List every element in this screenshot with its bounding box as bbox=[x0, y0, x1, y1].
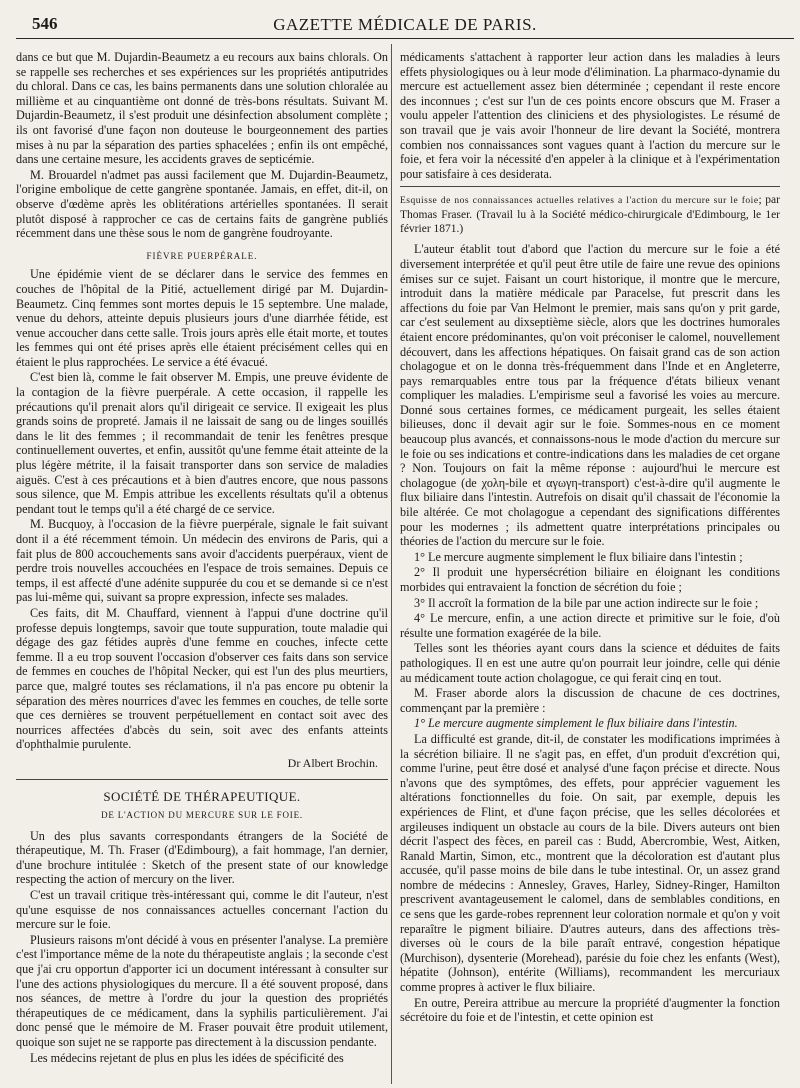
divider-rule bbox=[16, 779, 388, 780]
paragraph: C'est bien là, comme le fait observer M. Empis, une preuve évidente de la contagion de la fièvre puerpérale. A cette occasion, il rappelle les précautions qu'il prenait alors qu'il dirigeait ce service. Il exigeait les plus grands soins de propreté. Jamais il ne laissait de sang ou de linges souillés dans le lit des femmes ; il recommandait de tenir les fenêtres presque continuellement ouvertes, et enfin, aussitôt qu'une femme était atteinte de la plus légère métrite, il la faisait transporter dans son service de maladies aiguës. C'est à ces précautions et à bien d'autres encore, que nous passons sous silence, que M. Empis attribue les excellents résultats qu'il a obtenus pendant tout le temps qu'il a été chargé de ce service. bbox=[16, 370, 388, 516]
article-title-rest: ; par Thomas Fraser. (Travail lu à la Société médico-chirurgicale d'Edimbourg, le 1er février 1871.) bbox=[400, 194, 780, 236]
article-title bbox=[400, 193, 780, 236]
author-signature: Dr Albert Brochin. bbox=[287, 755, 378, 770]
article-title-smallcaps: Esquisse de nos connaissances actuelles relatives a l'action du mercure sur le foie bbox=[400, 196, 759, 207]
paragraph: Un des plus savants correspondants étrangers de la Société de thérapeutique, M. Th. Fraser (d'Edimbourg), a fait hommage, l'an dernier, d'une brochure intitulée : Sketch of the present state of our knowledge respecting the action of mercury on the liver. bbox=[16, 828, 388, 887]
left-column bbox=[16, 50, 388, 1080]
paragraph: médicaments s'attachent à rapporter leur action dans les maladies à leurs effets physiologiques ou à leur mode d'élimination. La pharmaco-dynamie du mercure est actuellement assez bien déterminée ; cependant il reste encore des inconnues ; c'est sur l'un de ces points encore obscurs que M. Fraser a voulu appeler l'attention des cliniciens et des physiologistes. Le résumé de son travail que je vais avoir l'honneur de lire devant la Société, montrera combien nos connaissances sont vagues quant à l'action du mercure sur le foie, et fera voir la nécessité d'en appeler à la clinique et à l'expérimentation pour satisfaire à ces desiderata. bbox=[400, 50, 780, 181]
list-item: 2° Il produit une hypersécrétion biliaire en éloignant les conditions morbides qui entravaient la fonction de sécrétion du foie ; bbox=[400, 565, 780, 594]
paragraph: C'est un travail critique très-intéressant qui, comme le dit l'auteur, n'est qu'une esquisse de nos connaissances actuelles concernant l'action du mercure sur le foie. bbox=[16, 888, 388, 932]
paragraph: Les médecins rejetant de plus en plus les idées de spécificité des bbox=[30, 1050, 344, 1065]
page-header bbox=[16, 14, 794, 39]
journal-title: GAZETTE MÉDICALE DE PARIS. bbox=[273, 15, 537, 34]
divider-rule bbox=[400, 186, 780, 187]
section-subheading: DE L'ACTION DU MERCURE SUR LE FOIE. bbox=[101, 810, 303, 821]
paragraph: Ces faits, dit M. Chauffard, viennent à l'appui d'une doctrine qu'il professe depuis longtemps, savoir que toute suppuration, toute maladie qui dégage des gaz fétides auprès d'une femme en couches, infecte cette femme. Il a eu trop souvent l'occasion d'observer ces faits dans son service de femmes en couches de l'hôpital Necker, qui est l'un des plus meurtiers, parce que, malgré toutes ses réclamations, il n'a pas encore pu obtenir la séparation des mères nourrices d'avec les femmes en couches, de telle sorte que ces dernières se trouvent perpétuellement en contact soit avec des nourrices affectées d'abcès du sein, soit avec des enfants atteints d'ophthalmie purulente. bbox=[16, 605, 388, 752]
page-number: 546 bbox=[32, 14, 58, 33]
list-item: 3° Il accroît la formation de la bile par une action indirecte sur le foie ; bbox=[414, 595, 759, 610]
section-heading-societe: SOCIÉTÉ DE THÉRAPEUTIQUE. bbox=[103, 788, 301, 804]
section-heading-fievre: FIÈVRE PUERPÉRALE. bbox=[146, 250, 258, 261]
column-divider bbox=[391, 44, 392, 1084]
paragraph: dans ce but que M. Dujardin-Beaumetz a eu recours aux bains chlorals. On se rappelle ses recherches et ses expériences sur les propriétés antiputrides du chloral. Dans ce cas, les bains permanents dans une solution chloralée au millième et au cinquantième ont donné de très-bons résultats. Suivant M. Dujardin-Beaumetz, il s'est produit une désinfection absolument complète ; ils ont favorisé d'une façon non douteuse le bourgeonnement des parties mises à nu par la séparation des parties sphacelées ; enfin ils ont empêché, dans une certaine mesure, les accidents graves de septicémie. bbox=[16, 50, 388, 167]
paragraph: En outre, Pereira attribue au mercure la propriété d'augmenter la fonction sécrétoire du foie et de l'intestin, et cette opinion est bbox=[400, 995, 780, 1025]
paragraph: M. Brouardel n'admet pas aussi facilement que M. Dujardin-Beaumetz, l'origine embolique de cette gangrène spontanée. Jamais, en effet, dit-il, on observe d'œdème après les oblitérations artérielles spontanées. Il serait plutôt disposé à rapprocher ce cas de certains faits de gangrène publiés récemment dans une thèse sous le nom de gangrène foudroyante. bbox=[16, 167, 388, 241]
paragraph: L'auteur établit tout d'abord que l'action du mercure sur le foie a été diversement interprétée et qu'il peut être utile de faire une revue des opinions émises sur ce sujet. Faisant un court historique, il montre que le mercure, introduit dans la matière médicale par Paracelse, fut prescrit dans les affections du foie par Van Helmont le premier, mais sans qu'on y prit garde, car c'est seulement au dixseptième siècle, alors que les doctrines humorales étaient encore prédominantes, qu'on voit préconiser le calomel, nouvellement découvert, dans les affections hépatiques. On faisait grand cas de son action cholagogue et on le donna très-fréquemment dans l'Inde et en Angleterre, pays remarquables entre tous par la fréquence d'états bilieux venant compliquer les maladies. L'empirisme seul a favorisé les voies au mercure. Donné sous certaines formes, ce médicament purgeait, les selles étaient bilieuses, donc il devait agir sur le foie. Sommes-nous en ce moment beaucoup plus avancés, et connaissons-nous le mode d'action du mercure sur le foie ou ses indications et contre-indications dans les maladies de cet organe ? Non. Toujours on fait la même réponse : aujourd'hui le mercure est cholagogue (de χολη-bile et αγωγη-transport) c'est-à-dire qu'il augmente le flux biliaire dans l'intestin. Autrefois on disait qu'il chassait de l'économie la bile altérée. Ce mot cholagogue a cependant des significations différentes pour les modernes ; ils admettent quatre interprétations principales ou théories de l'action du mercure sur le foie. bbox=[400, 242, 780, 549]
paragraph: M. Fraser aborde alors la discussion de chacune de ces doctrines, commençant par la première : bbox=[400, 686, 780, 715]
paragraph: Telles sont les théories ayant cours dans la science et déduites de faits pathologiques. Il en est une autre qu'on pourrait leur joindre, celle qui dénie au médicament toute action cholagogue, ce qui ferait cinq en tout. bbox=[400, 641, 780, 685]
paragraph-italic: 1° Le mercure augmente simplement le flux biliaire dans l'intestin. bbox=[414, 716, 738, 731]
paragraph: M. Bucquoy, à l'occasion de la fièvre puerpérale, signale le fait suivant dont il a été récemment témoin. Un médecin des environs de Paris, qui a fait plus de 800 accouchements sans avoir d'accidents puerpéraux, vient de perdre trois nouvelles accouchées en l'espace de trois semaines. Depuis ce temps, il est affecté d'une adénite suppurée du cou et se demande si ce n'est pas lui-même qui, suivant sa propre expression, infecte ses malades. bbox=[16, 517, 388, 605]
list-item: 1° Le mercure augmente simplement le flux biliaire dans l'intestin ; bbox=[414, 549, 743, 564]
paragraph: Une épidémie vient de se déclarer dans le service des femmes en couches de l'hôpital de la Pitié, actuellement dirigé par M. Dujardin-Beaumetz. Cinq femmes sont mortes depuis le 15 septembre. Une malade, venue du dehors, atteinte depuis plusieurs jours d'une diarrhée fétide, est venue accoucher dans cette salle. Trois jours après elle était morte, et toutes les femmes qui ont été prises après elle étaient précisément celles qui en étaient le plus rapprochées. Le service a été évacué. bbox=[16, 267, 388, 369]
paragraph: Plusieurs raisons m'ont décidé à vous en présenter l'analyse. La première c'est l'importance même de la note du thérapeutiste anglais ; la seconde c'est que j'ai cru opportun d'apporter ici un document intéressant à consulter sur l'une des actions physiologiques du mercure. Il a été souvent proposé, dans nos séances, de mettre à l'ordre du jour la question des propriétés thérapeutiques de ce médicament, dans la syphilis particulièrement. J'ai donc pensé que le mémoire de M. Fraser pouvait être produit utilement, quoique son sujet ne se rapporte pas directement à la discussion pendante. bbox=[16, 932, 388, 1049]
right-column bbox=[400, 50, 780, 1080]
paragraph: La difficulté est grande, dit-il, de constater les modifications imprimées à la sécrétion biliaire. Il ne s'agit pas, en effet, d'un produit d'excrétion qui, comme l'urine, peut être dosé et analysé d'une façon précise et directe. Nous n'avons que des symptômes, des effets, pour apprécier vaguement les altérations fonctionnelles du foie. On sait, par exemple, depuis les expériences de Flint, et d'une façon précise, que les selles décolorées et argileuses indiquent un obstacle au cours de la bile. Divers auteurs ont bien décrit l'aspect des fèces, en pareil cas : Budd, Abercrombie, West, Aitken, Ranald Martin, Simon, etc., montrent que la décoloration est d'autant plus accusée, qu'il passe moins de bile dans le tube intestinal. Or, un assez grand nombre de médecins : Annesley, Graves, Harley, Sidney-Ringer, Hamilton prescrivent avantageusement le calomel, dans de semblables conditions, en ce sens que les garde-robes reprennent leur coloration normale et qu'on y voit reparaître le pigment biliaire. D'autres auteurs, dans des affections très-diverses où le cours de la bile paraît entravé, congestion hépatique (Murchison), dysenterie (Morehead), parésie du foie chez les enfants (West), hépatite (Johnson), entérite (Williams), recommandent les mercuriaux comme propres à activer le flux biliaire. bbox=[400, 731, 780, 995]
list-item: 4° Le mercure, enfin, a une action directe et primitive sur le foie, d'où résulte une formation exagérée de la bile. bbox=[400, 611, 780, 640]
